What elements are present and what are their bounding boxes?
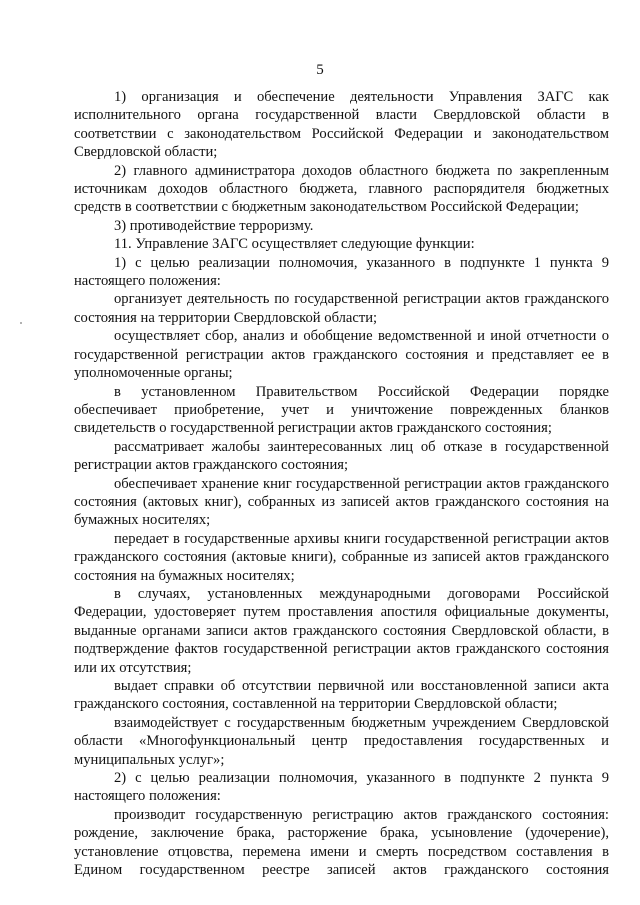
paragraph-powers-2: 2) главного администратора доходов областного бюджета по закрепленным источникам доходов областного бюджета, главного распорядителя бюджетных средств в соответствии с бюджетным законодательством Российской Федерации; — [74, 162, 609, 216]
paragraph-storage: обеспечивает хранение книг государственной регистрации актов гражданского состояния (актовых книг), собранных из записей актов гражданского состояния на бумажных носителях; — [74, 475, 609, 529]
scan-artifact — [20, 322, 22, 324]
paragraph-archives: передает в государственные архивы книги государственной регистрации актов гражданского состояния (актовые книги), собранные из записей актов гражданского состояния на бумажных носителях; — [74, 530, 609, 584]
paragraph-mfc: взаимодействует с государственным бюджетным учреждением Свердловской области «Многофункциональный центр предоставления государственных и муниципальных услуг»; — [74, 714, 609, 768]
document-body — [74, 88, 609, 879]
paragraph-complaints: рассматривает жалобы заинтересованных лиц об отказе в государственной регистрации актов гражданского состояния; — [74, 438, 609, 474]
paragraph-powers-1: 1) организация и обеспечение деятельности Управления ЗАГС как исполнительного органа государственной власти Свердловской области в соответствии с законодательством Российской Федерации и законодательством Свердловской области; — [74, 89, 609, 161]
paragraph-collects-reports: осуществляет сбор, анализ и обобщение ведомственной и иной отчетности о государственной регистрации актов гражданского состояния и представляет ее в уполномоченные органы; — [74, 328, 609, 382]
paragraph-apostille: в случаях, установленных международными договорами Российской Федерации, удостоверяет путем проставления апостиля официальные документы, выданные органами записи актов гражданского состояния Свердловской области, в подтверждение фактов государственной регистрации актов гражданского состояния или их отсутствия; — [74, 585, 609, 676]
page-number: 5 — [316, 62, 324, 78]
paragraph-section-11: 11. Управление ЗАГС осуществляет следующие функции: — [114, 236, 475, 253]
paragraph-powers-3: 3) противодействие терроризму. — [114, 217, 314, 234]
paragraph-registration: производит государственную регистрацию актов гражданского состояния: рождение, заключение брака, расторжение брака, усыновление (удочерение), установление отцовства, перемена имени и смерть посредством составления в Едином государственном реестре записей актов гражданского состояния — [74, 806, 609, 879]
paragraph-blanks: в установленном Правительством Российской Федерации порядке обеспечивает приобретение, учет и уничтожение поврежденных бланков свидетельств о государственной регистрации актов гражданского состояния; — [74, 383, 609, 437]
paragraph-certificates: выдает справки об отсутствии первичной или восстановленной записи акта гражданского состояния, составленной на территории Свердловской области; — [74, 678, 609, 713]
paragraph-organizes: организует деятельность по государственной регистрации актов гражданского состояния на территории Свердловской области; — [74, 291, 609, 326]
paragraph-function-group-2: 2) с целью реализации полномочия, указанного в подпункте 2 пункта 9 настоящего положения: — [74, 770, 609, 805]
paragraph-function-group-1: 1) с целью реализации полномочия, указанного в подпункте 1 пункта 9 настоящего положения: — [74, 254, 609, 290]
